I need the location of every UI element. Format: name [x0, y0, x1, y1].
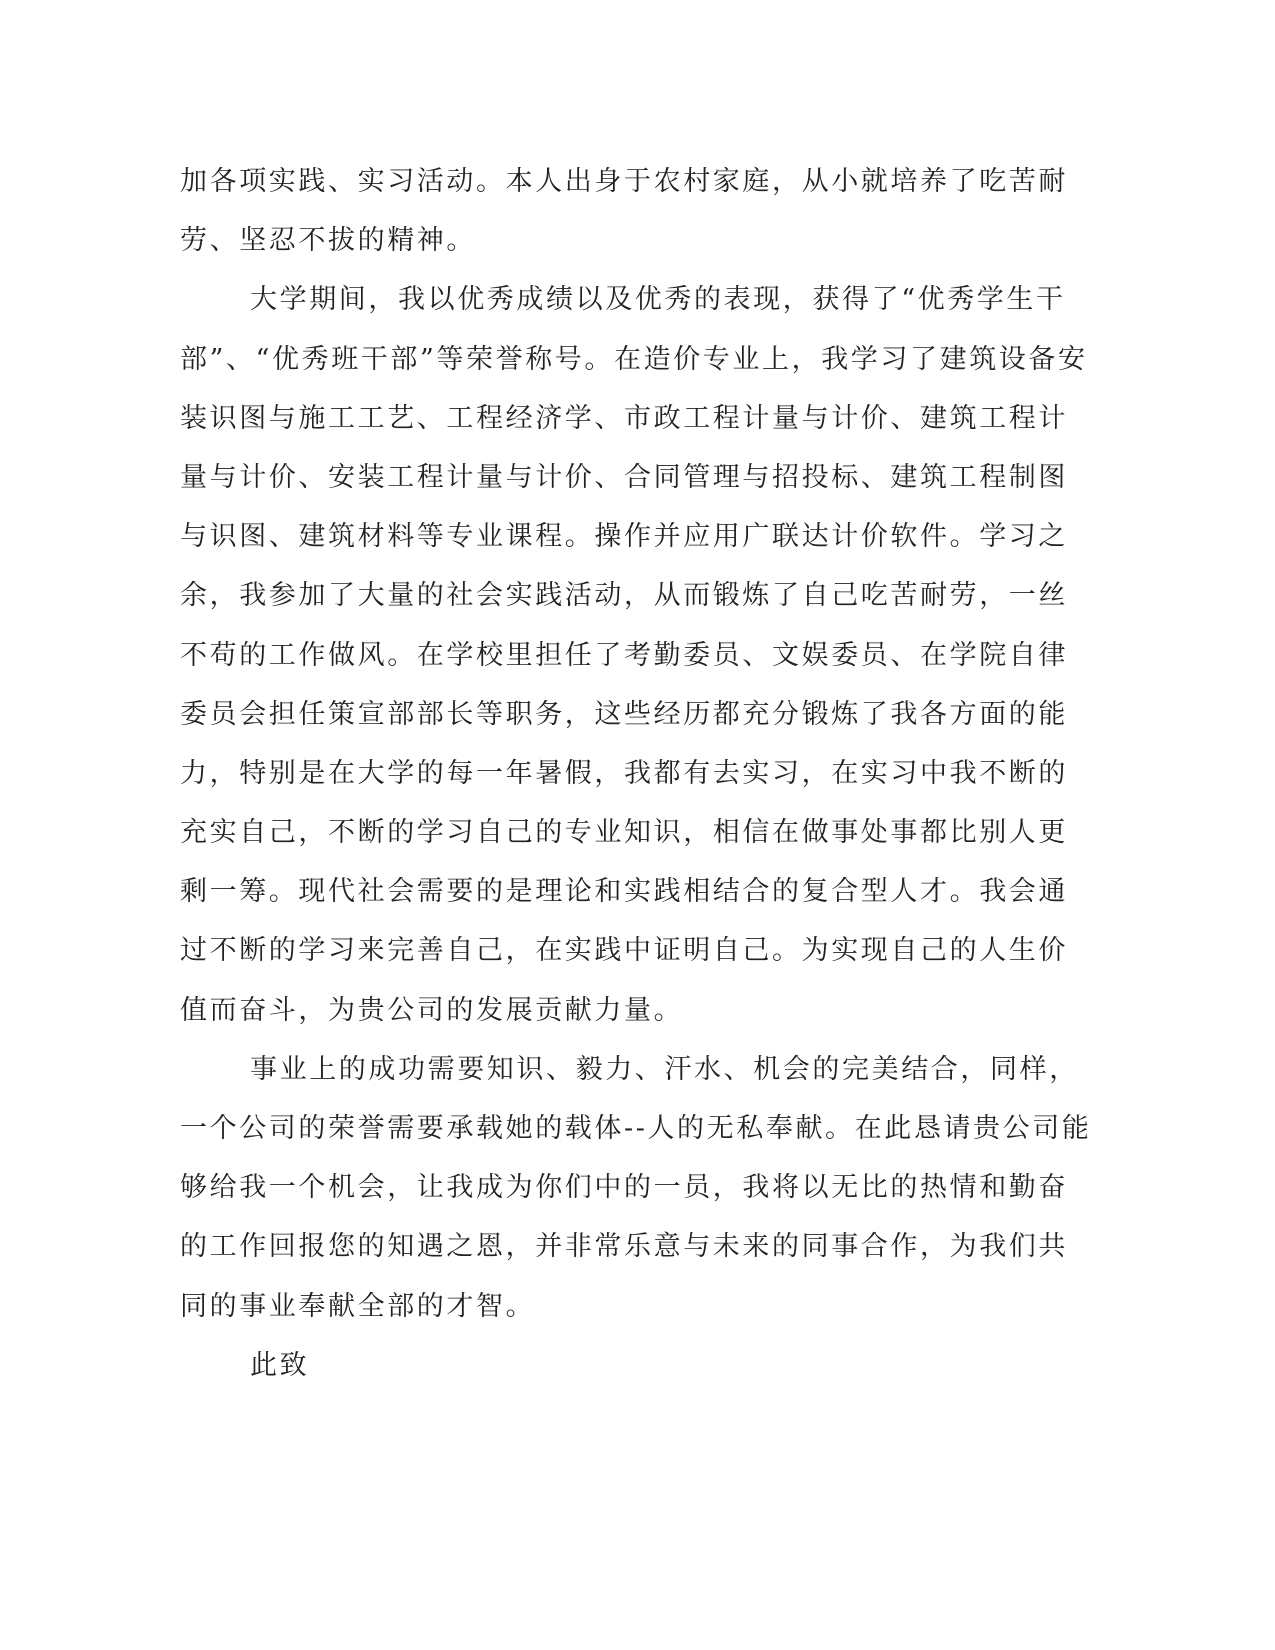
- text-line: 与识图、建筑材料等专业课程。操作并应用广联达计价软件。学习之: [180, 521, 1068, 553]
- text-line: 过不断的学习来完善自己，在实践中证明自己。为实现自己的人生价: [180, 935, 1068, 967]
- text-line: 量与计价、安装工程计量与计价、合同管理与招投标、建筑工程制图: [180, 461, 1068, 493]
- text-line: 部”、“优秀班干部”等荣誉称号。在造价专业上，我学习了建筑设备安: [180, 343, 1088, 375]
- text-line: 加各项实践、实习活动。本人出身于农村家庭，从小就培养了吃苦耐: [180, 166, 1068, 197]
- text-line: 一个公司的荣誉需要承载她的载体--人的无私奉献。在此恳请贵公司能: [180, 1113, 1092, 1144]
- text-line: 不苟的工作做风。在学校里担任了考勤委员、文娱委员、在学院自律: [180, 639, 1068, 671]
- text-line: 装识图与施工工艺、工程经济学、市政工程计量与计价、建筑工程计: [180, 402, 1068, 434]
- letter-body: [180, 152, 1092, 1395]
- paragraph-start-line: 事业上的成功需要知识、毅力、汗水、机会的完美结合，同样，: [250, 1053, 1079, 1085]
- text-line: 劳、坚忍不拔的精神。: [180, 225, 476, 257]
- text-line: 余，我参加了大量的社会实践活动，从而锻炼了自己吃苦耐劳，一丝: [180, 580, 1068, 612]
- paragraph-start-line: 大学期间，我以优秀成绩以及优秀的表现，获得了“优秀学生干: [250, 284, 1066, 316]
- text-line: 充实自己，不断的学习自己的专业知识，相信在做事处事都比别人更: [180, 817, 1068, 849]
- text-line: 够给我一个机会，让我成为你们中的一员，我将以无比的热情和勤奋: [180, 1172, 1068, 1204]
- text-line: 力，特别是在大学的每一年暑假，我都有去实习，在实习中我不断的: [180, 757, 1068, 789]
- text-line: 的工作回报您的知遇之恩，并非常乐意与未来的同事合作，为我们共: [180, 1231, 1068, 1263]
- text-line: 值而奋斗，为贵公司的发展贡献力量。: [180, 994, 684, 1026]
- text-line: 同的事业奉献全部的才智。: [180, 1290, 536, 1322]
- closing-salutation: 此致: [250, 1349, 310, 1381]
- text-line: 委员会担任策宣部部长等职务，这些经历都充分锻炼了我各方面的能: [180, 698, 1068, 730]
- text-line: 剩一筹。现代社会需要的是理论和实践相结合的复合型人才。我会通: [180, 876, 1068, 908]
